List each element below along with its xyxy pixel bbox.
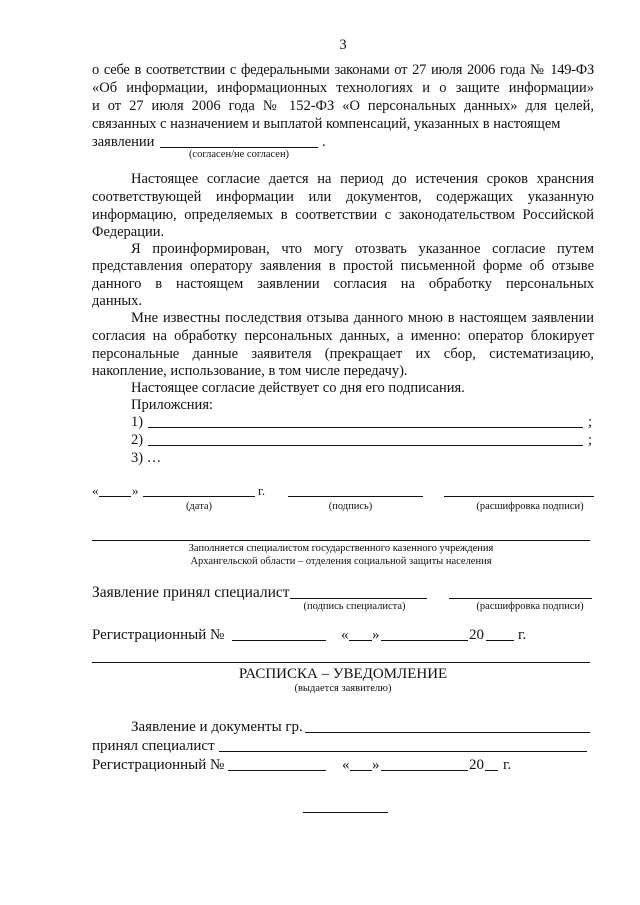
consent-blank-caption: (согласен/не согласен) xyxy=(188,149,290,160)
applicant-signature-blank xyxy=(288,483,423,497)
receipt-divider xyxy=(92,662,590,663)
registration-year-suffix: г. xyxy=(518,627,527,643)
receipt-registration-number-blank xyxy=(228,756,326,771)
receipt-registration-year-suffix: г. xyxy=(503,757,512,773)
received-label: Заявление принял специалист xyxy=(92,584,290,601)
registration-month-blank xyxy=(381,626,468,641)
attachment-item-end: ; xyxy=(588,432,593,448)
registration-close-quote: » xyxy=(372,627,380,643)
section-divider xyxy=(92,540,590,541)
validity-line: Настоящее согласие дается на период до истечения сроков хрансния xyxy=(131,171,594,187)
specialist-name-blank xyxy=(219,737,587,752)
specialist-label: принял специалист xyxy=(92,738,215,754)
validity-line: Федерации. xyxy=(92,224,165,240)
applicant-decoding-blank xyxy=(444,483,594,497)
receipt-registration-century: 20 xyxy=(469,757,484,773)
receipt-subtitle: (выдается заявителю) xyxy=(294,683,392,694)
registration-open-quote: « xyxy=(341,627,349,643)
consent-blank-label: заявлении xyxy=(92,134,155,150)
attachment-item-number: 3) … xyxy=(131,450,162,466)
consequences-line: согласия на обработку персональных данных, а именно: оператор блокирует xyxy=(92,328,594,344)
consent-answer-blank xyxy=(160,133,318,148)
registration-day-blank xyxy=(349,626,372,641)
receipt-registration-month-blank xyxy=(381,756,468,771)
date-month-blank xyxy=(143,483,255,497)
consent-line: и от 27 июля 2006 года № 152-ФЗ «О персональных данных» для целей, xyxy=(92,98,594,114)
specialist-signature-blank xyxy=(290,584,427,599)
registration-century: 20 xyxy=(469,627,484,643)
attachment-blank xyxy=(148,413,583,428)
effective-statement: Настоящее согласие действует со дня его подписания. xyxy=(131,380,465,396)
date-day-blank xyxy=(99,483,131,497)
registration-number-blank xyxy=(232,626,326,641)
signature-caption: (подпись) xyxy=(328,501,373,512)
attachment-blank xyxy=(148,431,583,446)
revocation-line: представления оператору заявления в простой письменной форме об отзыве xyxy=(92,258,594,274)
receipt-registration-year-blank xyxy=(485,756,498,771)
specialist-note-line: Заполняется специалистом государственного казенного учреждения xyxy=(188,543,494,554)
page-number: 3 xyxy=(339,37,347,53)
consequences-line: Мне известны последствия отзыва данного мною в настоящем заявлении xyxy=(131,310,594,326)
specialist-note-line: Архангельской области – отделения социальной защиты населения xyxy=(190,556,492,567)
specialist-decoding-blank xyxy=(449,584,592,599)
revocation-line: данных. xyxy=(92,293,142,309)
applicant-name-blank xyxy=(305,718,590,733)
specialist-signature-caption: (подпись специалиста) xyxy=(303,601,406,612)
consent-line: «Об информации, информационных технологиях и о защите информации» xyxy=(92,80,594,96)
attachments-heading: Приложсния: xyxy=(131,397,214,413)
documents-label: Заявление и документы гр. xyxy=(131,719,303,735)
validity-line: информацию, определяемых в соответствии с законодательством Российской xyxy=(92,207,594,223)
revocation-line: данного в настоящем заявлении согласия на обработку персональных xyxy=(92,276,594,292)
registration-label: Регистрационный № xyxy=(92,627,225,643)
receipt-registration-label: Регистрационный № xyxy=(92,757,225,773)
date-open-quote: « xyxy=(92,483,99,498)
date-close-quote: » xyxy=(132,483,139,498)
receipt-registration-day-blank xyxy=(350,756,372,771)
attachment-item-number: 1) xyxy=(131,414,144,430)
attachment-item-end: ; xyxy=(588,414,593,430)
consequences-line: персональные данные заявителя (прекращает их сбор, систематизацию, xyxy=(92,346,594,362)
consent-line: связанных с назначением и выплатой компенсаций, указанных в настоящем xyxy=(92,116,561,132)
end-rule xyxy=(303,812,388,813)
date-caption: (дата) xyxy=(185,501,213,512)
decoding-caption: (расшифровка подписи) xyxy=(476,501,584,512)
revocation-line: Я проинформирован, что могу отозвать указанное согласие путем xyxy=(131,241,594,257)
receipt-registration-open-quote: « xyxy=(342,757,350,773)
consent-blank-end: . xyxy=(322,134,326,150)
date-year-suffix: г. xyxy=(258,483,266,498)
specialist-decoding-caption: (расшифровка подписи) xyxy=(476,601,584,612)
consent-line: о себе в соответствии с федеральными законами от 27 июля 2006 года № 149-ФЗ xyxy=(92,62,594,78)
receipt-title: РАСПИСКА – УВЕДОМЛЕНИЕ xyxy=(238,666,448,682)
attachment-item-number: 2) xyxy=(131,432,144,448)
consequences-line: накопление, использование, в том числе передачу). xyxy=(92,363,408,379)
registration-year-blank xyxy=(486,626,514,641)
receipt-registration-close-quote: » xyxy=(372,757,380,773)
validity-line: соответствующей информации или документов, содержащих указанную xyxy=(92,189,594,205)
